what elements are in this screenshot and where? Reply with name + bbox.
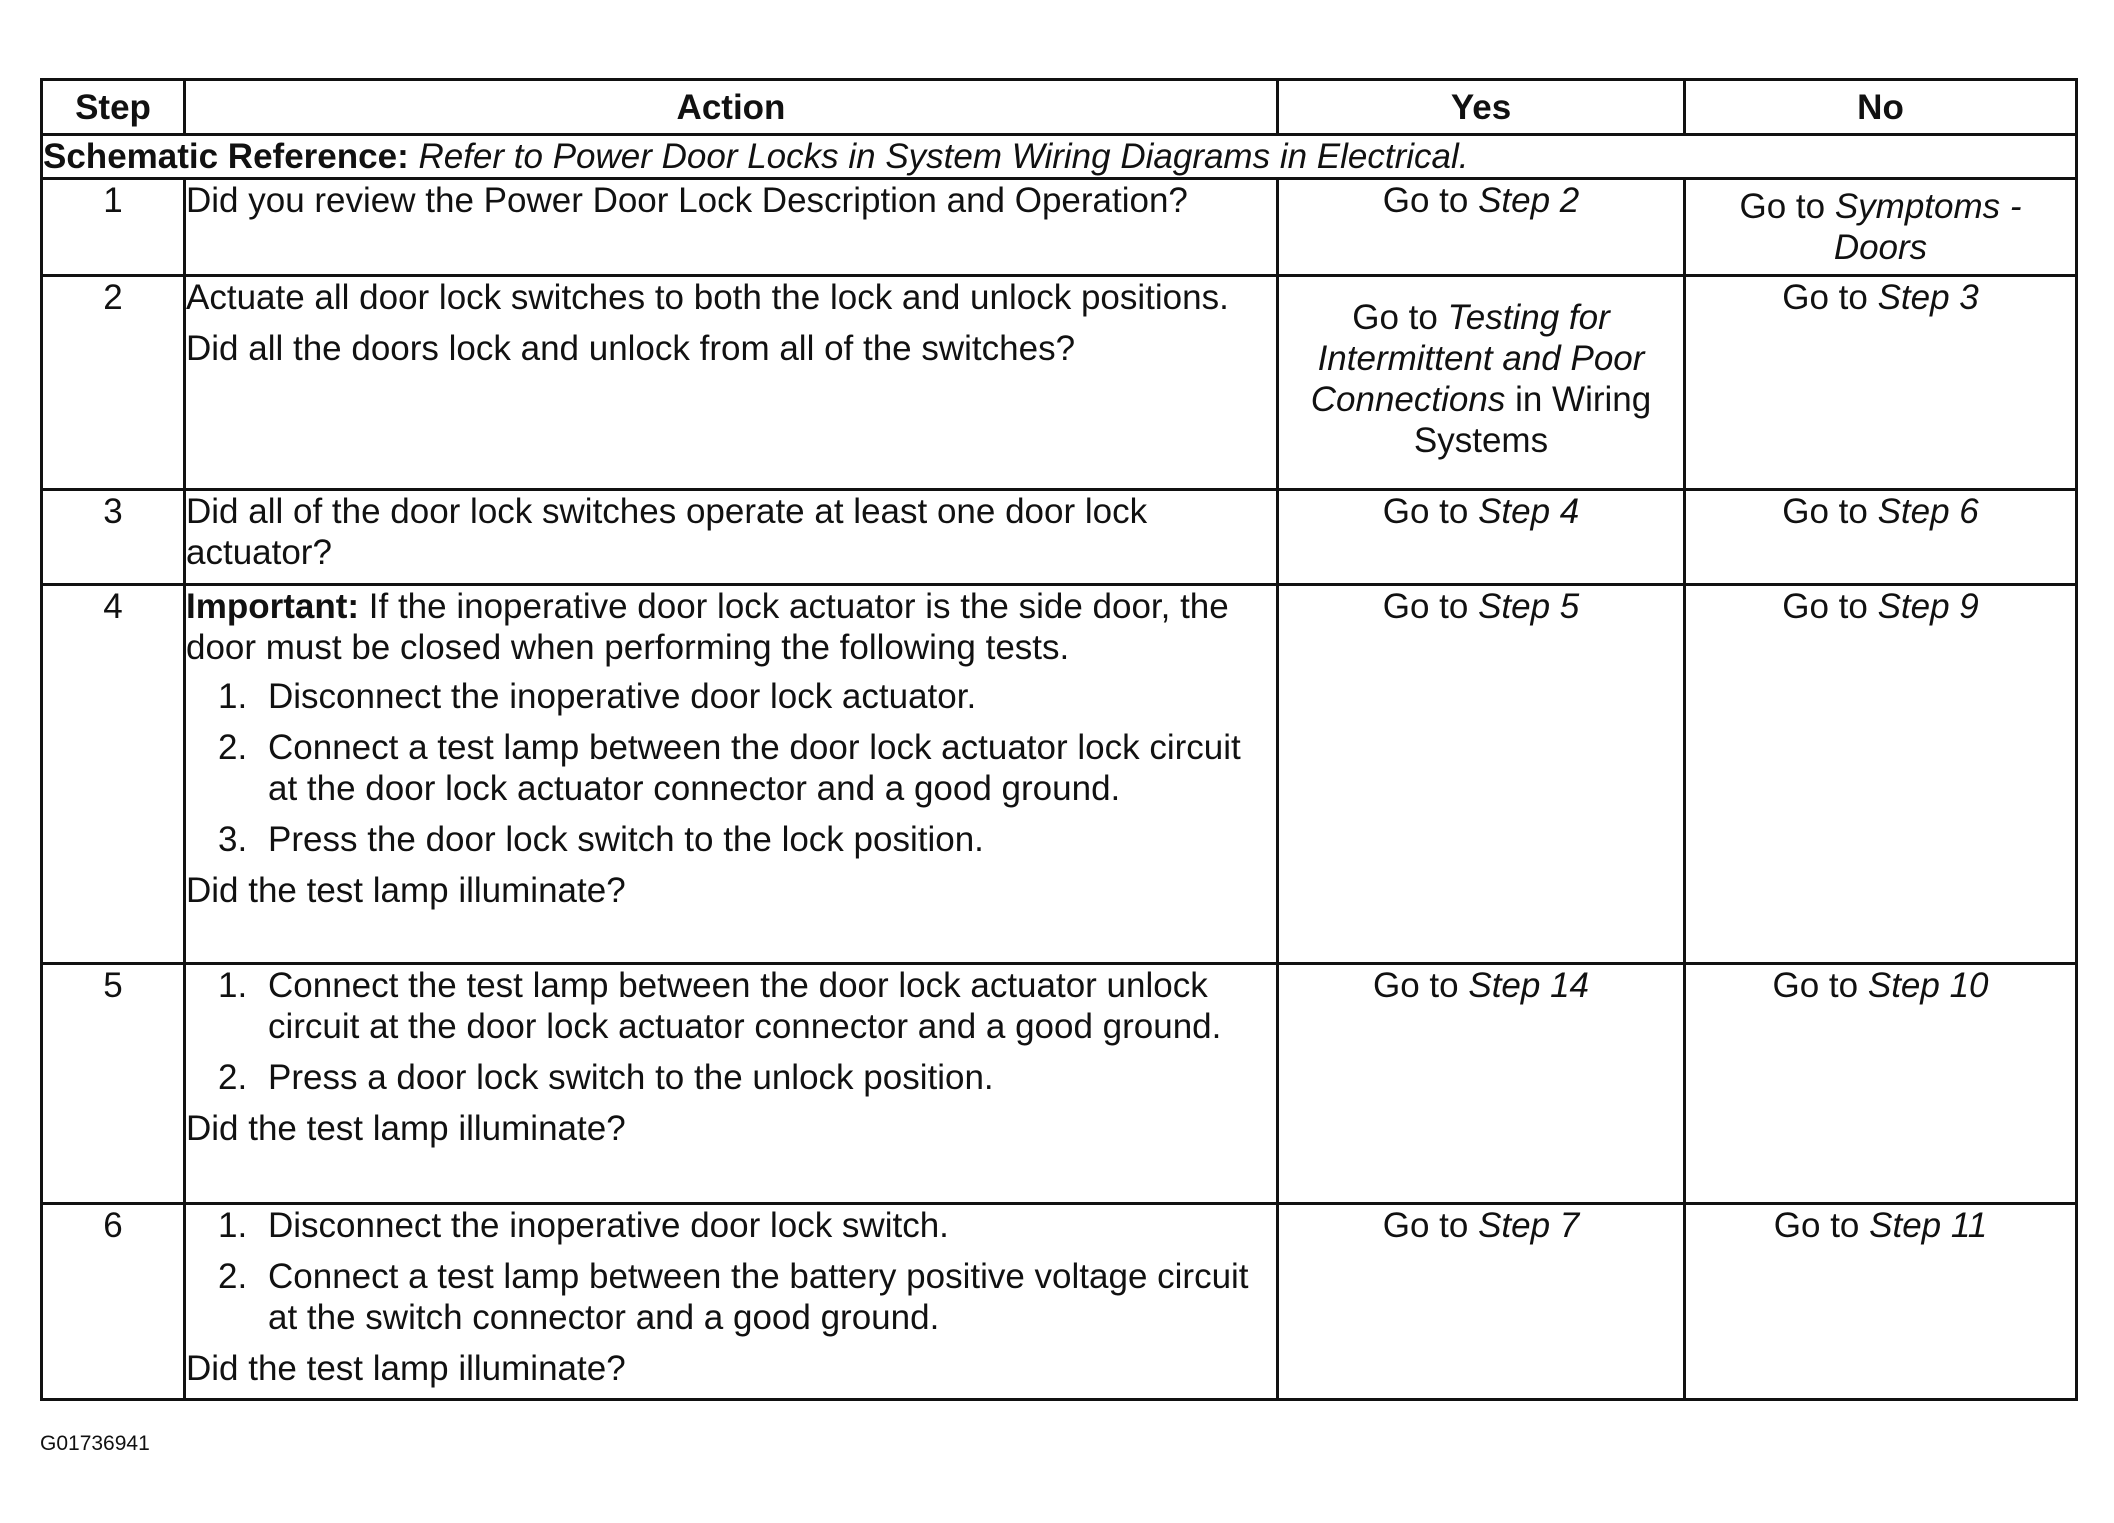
no-target: Step 10 [1867, 966, 1989, 1005]
yes-target: Step 4 [1478, 492, 1580, 531]
list-item-number: 2. [218, 1257, 248, 1296]
procedure-list [186, 676, 1276, 860]
step-number: 2 [42, 276, 185, 490]
list-item [186, 965, 1276, 1047]
no-cell [1685, 276, 2077, 490]
action-question: Did the test lamp illuminate? [186, 1349, 626, 1388]
go-to-label: Go to [1782, 492, 1868, 531]
action-cell [185, 179, 1278, 276]
list-item [186, 1256, 1276, 1338]
header-yes: Yes [1278, 80, 1685, 135]
yes-cell [1278, 179, 1685, 276]
header-action: Action [185, 80, 1278, 135]
procedure-list [186, 965, 1276, 1098]
go-to-label: Go to [1772, 966, 1859, 1005]
header-row [42, 80, 2077, 135]
schematic-reference-label: Schematic Reference: [43, 137, 409, 176]
go-to-label: Go to [1782, 278, 1868, 317]
header-no: No [1685, 80, 2077, 135]
action-cell [185, 490, 1278, 585]
step-number: 1 [42, 179, 185, 276]
step-number: 6 [42, 1204, 185, 1400]
yes-target: Testing for Intermittent and Poor Connections [1310, 298, 1645, 419]
go-to-label: Go to [1382, 1206, 1469, 1245]
procedure-list [186, 1205, 1276, 1338]
list-item-number: 1. [218, 966, 248, 1005]
figure-id: G01736941 [40, 1432, 150, 1455]
action-cell [185, 964, 1278, 1204]
step-number: 4 [42, 585, 185, 964]
no-target: Symptoms - Doors [1833, 187, 2022, 267]
in-label: in [1515, 380, 1543, 419]
action-question: Did you review the Power Door Lock Description and Operation? [186, 181, 1188, 220]
schematic-reference-row [42, 135, 2077, 179]
no-target: Step 3 [1877, 278, 1979, 317]
step-number: 3 [42, 490, 185, 585]
go-to-label: Go to [1382, 492, 1469, 531]
list-item [186, 676, 1276, 717]
list-item-text: Disconnect the inoperative door lock actuator. [268, 677, 977, 716]
table-row [42, 585, 2077, 964]
yes-target: Step 5 [1478, 587, 1580, 626]
yes-target: Step 7 [1478, 1206, 1580, 1245]
table-row [42, 179, 2077, 276]
list-item-text: Connect the test lamp between the door lock actuator unlock circuit at the door lock actuator connector and a good ground. [268, 966, 1222, 1046]
go-to-label: Go to [1382, 181, 1469, 220]
list-item [186, 727, 1276, 809]
go-to-label: Go to [1773, 1206, 1860, 1245]
list-item-number: 3. [218, 820, 248, 859]
list-item-number: 2. [218, 728, 248, 767]
table-row [42, 490, 2077, 585]
no-target: Step 11 [1869, 1206, 1988, 1245]
important-label: Important: [186, 587, 360, 626]
table-row [42, 1204, 2077, 1400]
yes-cell [1278, 276, 1685, 490]
list-item-number: 2. [218, 1058, 248, 1097]
go-to-label: Go to [1382, 587, 1469, 626]
diagnostic-table [40, 78, 2078, 1401]
list-item [186, 819, 1276, 860]
important-text: If the inoperative door lock actuator is the side door, the door must be closed when performing the following tests. [186, 587, 1229, 667]
no-target: Step 9 [1877, 587, 1979, 626]
action-intro: Actuate all door lock switches to both the lock and unlock positions. [186, 278, 1229, 317]
table-row [42, 276, 2077, 490]
list-item-number: 1. [218, 1206, 248, 1245]
yes-cell [1278, 1204, 1685, 1400]
list-item-text: Disconnect the inoperative door lock switch. [268, 1206, 949, 1245]
action-cell [185, 276, 1278, 490]
action-question: Did all the doors lock and unlock from all of the switches? [186, 329, 1076, 368]
action-cell [185, 585, 1278, 964]
schematic-reference [42, 135, 2077, 179]
no-target: Step 6 [1877, 492, 1979, 531]
list-item-text: Press a door lock switch to the unlock position. [268, 1058, 994, 1097]
action-question: Did the test lamp illuminate? [186, 871, 626, 910]
go-to-label: Go to [1373, 966, 1459, 1005]
go-to-label: Go to [1739, 187, 1826, 226]
go-to-label: Go to [1782, 587, 1868, 626]
list-item-text: Connect a test lamp between the battery positive voltage circuit at the switch connector and a good ground. [268, 1257, 1249, 1337]
go-to-label: Go to [1352, 298, 1438, 337]
no-cell [1685, 585, 2077, 964]
list-item [186, 1205, 1276, 1246]
schematic-reference-text: Refer to Power Door Locks in System Wiring Diagrams in Electrical. [418, 137, 1469, 176]
list-item [186, 1057, 1276, 1098]
action-question: Did the test lamp illuminate? [186, 1109, 626, 1148]
no-cell [1685, 964, 2077, 1204]
list-item-text: Connect a test lamp between the door lock actuator lock circuit at the door lock actuator connector and a good ground. [268, 728, 1241, 808]
list-item-text: Press the door lock switch to the lock position. [268, 820, 984, 859]
list-item-number: 1. [218, 677, 248, 716]
yes-cell [1278, 964, 1685, 1204]
yes-target: Step 2 [1478, 181, 1580, 220]
important-note [186, 586, 1276, 668]
no-cell [1685, 179, 2077, 276]
action-question: Did all of the door lock switches operate at least one door lock actuator? [186, 492, 1148, 572]
yes-cell [1278, 490, 1685, 585]
yes-target: Step 14 [1468, 966, 1589, 1005]
yes-target-suffix: Wiring Systems [1413, 380, 1652, 460]
step-number: 5 [42, 964, 185, 1204]
header-step: Step [42, 80, 185, 135]
action-cell [185, 1204, 1278, 1400]
no-cell [1685, 1204, 2077, 1400]
table-row [42, 964, 2077, 1204]
no-cell [1685, 490, 2077, 585]
yes-cell [1278, 585, 1685, 964]
